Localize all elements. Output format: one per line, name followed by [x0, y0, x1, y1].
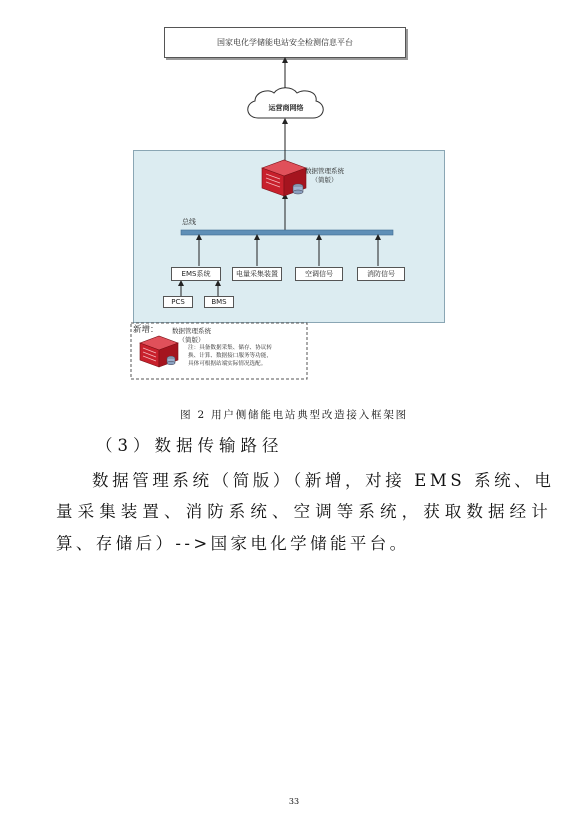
device-ems: [171, 267, 221, 281]
device-ac-label: 空调信号: [305, 270, 333, 278]
cloud-label: 运营商网络: [268, 104, 304, 112]
bus-label: 总线: [182, 218, 196, 226]
device-meter-label: 电量采集装置: [236, 270, 278, 278]
section-heading: （3）数据传输路径: [96, 436, 284, 455]
platform-label: 国家电化学储能电站安全检测信息平台: [217, 38, 353, 47]
figure-caption: 图 2 用户侧储能电站典型改造接入框架图: [180, 409, 408, 421]
server-icon: [262, 160, 306, 196]
body-line-2: 量采集装置、消防系统、空调等系统，获取数据经计: [56, 502, 553, 521]
legend-note-line1: 注：具备数据采集、储存、协议转: [188, 345, 272, 351]
device-fire-label: 消防信号: [367, 270, 395, 278]
device-bms: [204, 296, 234, 308]
body-line-1: 数据管理系统（简版）（新增，对接 EMS 系统、电: [92, 471, 555, 490]
device-ems-label: EMS系统: [181, 270, 211, 278]
legend-dms-line2: （简版）: [178, 336, 205, 344]
legend-dms-label: [172, 327, 211, 345]
body-line-3: 算、存储后）-->国家电化学储能平台。: [56, 534, 410, 553]
diagram-graphics: [0, 0, 588, 400]
device-bms-label: BMS: [211, 298, 227, 306]
device-fire: [357, 267, 405, 281]
legend-note-line2: 换、计算、数据接口服务等功能，: [188, 353, 272, 359]
server-label: [305, 167, 344, 185]
device-meter: [232, 267, 282, 281]
legend-note: [188, 344, 272, 368]
device-pcs: [163, 296, 193, 308]
server-label-line2: （简版）: [311, 176, 338, 184]
device-ac: [295, 267, 343, 281]
legend-title: 新增：: [133, 325, 159, 335]
bus-bar: [181, 230, 393, 235]
legend-note-line3: 具体可根据站端实际情况选配。: [188, 361, 267, 367]
page-number: 33: [288, 797, 300, 806]
device-pcs-label: PCS: [171, 298, 185, 306]
server-label-line1: 数据管理系统: [305, 167, 344, 175]
legend-dms-line1: 数据管理系统: [172, 327, 211, 335]
